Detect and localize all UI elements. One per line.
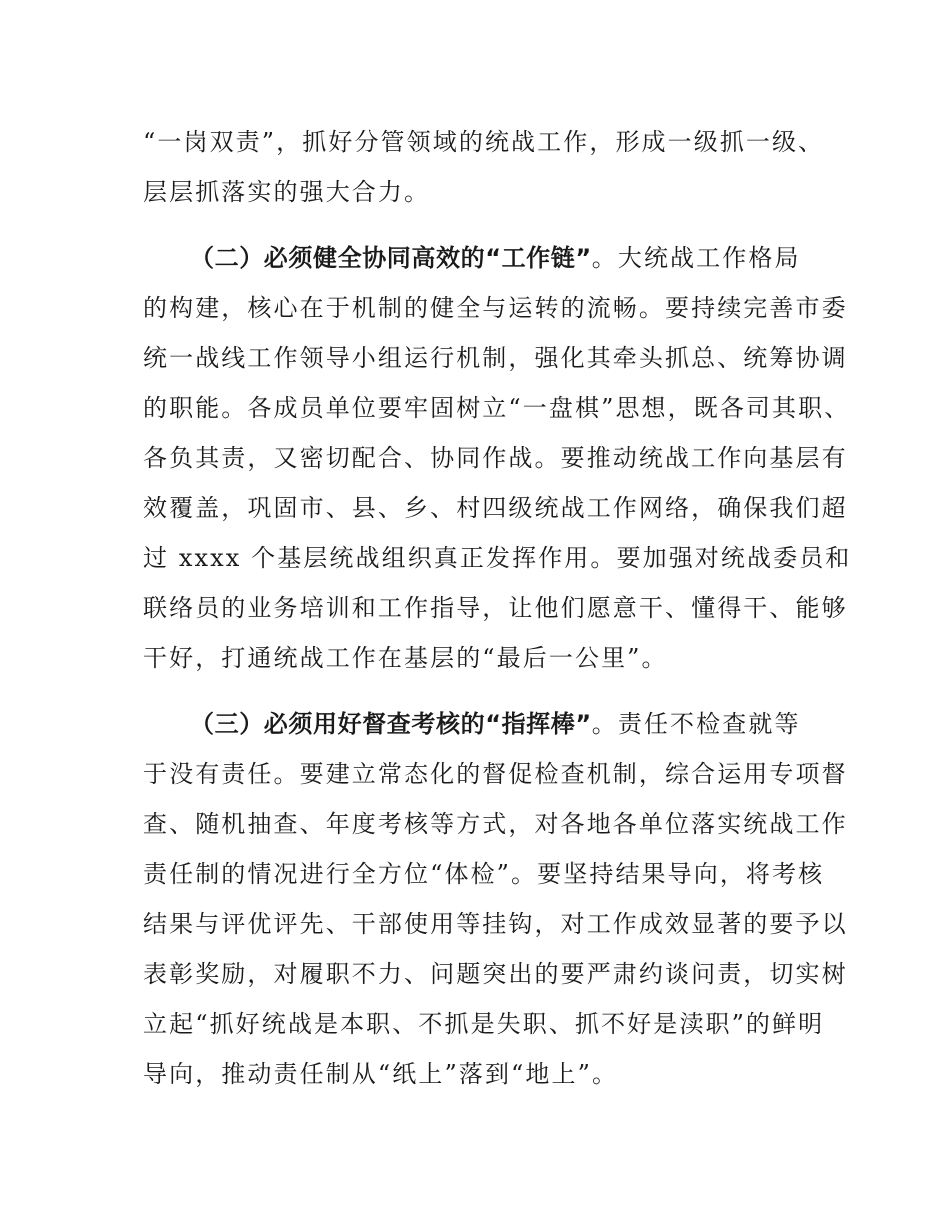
section-2-heading: （二）必须健全协同高效的“工作链” <box>190 244 592 272</box>
paragraph-line: 导向，推动责任制从“纸上”落到“地上”。 <box>143 1060 619 1088</box>
paragraph-line: 各负其责，又密切配合、协同作战。要推动统战工作向基层有 <box>143 444 848 472</box>
paragraph-line: 查、随机抽查、年度考核等方式，对各地各单位落实统战工作 <box>143 810 848 838</box>
section-3-heading: （三）必须用好督查考核的“指挥棒” <box>190 710 592 738</box>
paragraph-line: 的构建，核心在于机制的健全与运转的流畅。要持续完善市委 <box>143 294 848 322</box>
paragraph-line: 结果与评优评先、干部使用等挂钩，对工作成效显著的要予以 <box>143 910 848 938</box>
paragraph-line: 联络员的业务培训和工作指导，让他们愿意干、懂得干、能够 <box>143 594 848 622</box>
section-2-lead: 。大统战工作格局 <box>591 244 801 272</box>
paragraph-line: 表彰奖励，对履职不力、问题突出的要严肃约谈问责，切实树 <box>143 960 848 988</box>
section-heading-line <box>190 243 801 273</box>
paragraph-line: 干好，打通统战工作在基层的“最后一公里”。 <box>143 644 668 672</box>
section-3-lead: 。责任不检查就等 <box>591 710 801 738</box>
paragraph-line: “一岗双责”，抓好分管领域的统战工作，形成一级抓一级、 <box>143 128 825 156</box>
paragraph-line: 立起“抓好统战是本职、不抓是失职、抓不好是渎职”的鲜明 <box>143 1010 825 1038</box>
paragraph-line: 的职能。各成员单位要牢固树立“一盘棋”思想，既各司其职、 <box>143 394 851 422</box>
paragraph-line: 于没有责任。要建立常态化的督促检查机制，综合运用专项督 <box>143 760 848 788</box>
paragraph-line: 过 xxxx 个基层统战组织真正发挥作用。要加强对统战委员和 <box>143 544 852 572</box>
paragraph-line: 统一战线工作领导小组运行机制，强化其牵头抓总、统筹协调 <box>143 344 848 372</box>
paragraph-line: 责任制的情况进行全方位“体检”。要坚持结果导向，将考核 <box>143 860 825 888</box>
paragraph-line: 效覆盖，巩固市、县、乡、村四级统战工作网络，确保我们超 <box>143 494 848 522</box>
paragraph-line: 层层抓落实的强大合力。 <box>143 178 431 206</box>
section-heading-line <box>190 709 801 739</box>
